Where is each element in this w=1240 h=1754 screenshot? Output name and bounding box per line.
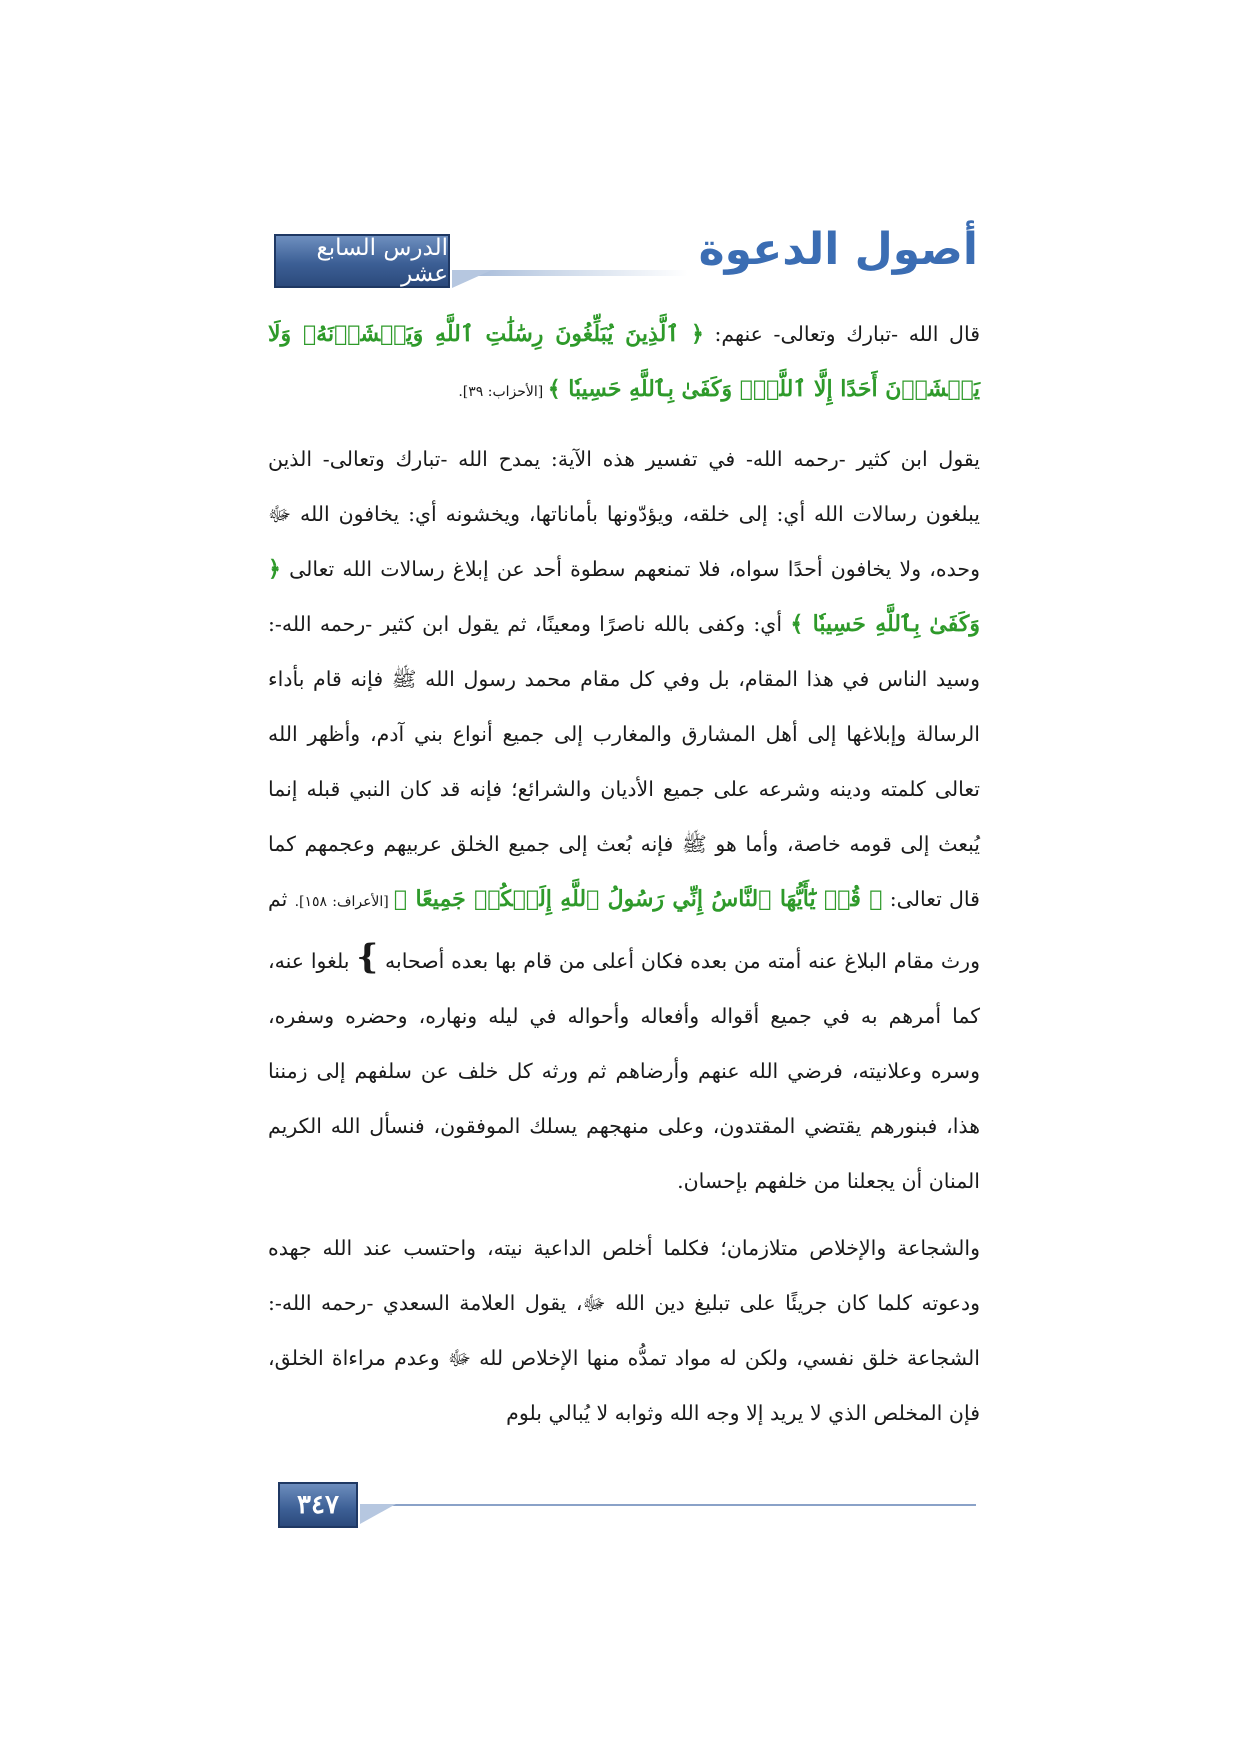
- honorific-brace: }: [356, 937, 379, 977]
- paragraph-2-text-1: يقول ابن كثير -رحمه الله- في تفسير هذه الآية: يمدح الله -تبارك وتعالى- الذين يبلغون رسالات الله أي: إلى خلقه، ويؤدّونها بأماناتها، ويخشونه أي: يخافون الله ﷻ وحده، ولا يخافون أحدًا سواه، فلا تمنعهم سطوة أحد عن إبلاغ رسالات الله تعالى: [268, 447, 980, 581]
- quran-verse-3: ﴿ قُلۡ يَٰٓأَيُّهَا ٱلنَّاسُ إِنِّي رَسُولُ ٱللَّهِ إِلَيۡكُمۡ جَمِيعًا ﴾: [393, 886, 883, 912]
- page-number: ٣٤٧: [278, 1482, 358, 1528]
- book-title: أصول الدعوة: [698, 224, 978, 275]
- paragraph-2: [268, 432, 980, 1209]
- paragraph-2-text-4: بلغوا عنه، كما أمرهم به في جميع أقواله وأفعاله وأحواله في ليله ونهاره، وحضره وسفره، وسره وعلانيته، فرضي الله عنهم وأرضاهم ثم ورثه كل خلف عن سلفهم إلى زمننا هذا، فبنورهم يقتضي المقتدون، وعلى منهجهم يسلك الموفقون، فنسأل الله الكريم المنان أن يجعلنا من خلفهم بإحسان.: [268, 949, 980, 1193]
- footer-divider: [360, 1504, 976, 1506]
- paragraph-3: والشجاعة والإخلاص متلازمان؛ فكلما أخلص الداعية نيته، واحتسب عند الله جهده ودعوته كلما كان جريئًا على تبليغ دين الله ﷻ، يقول العلامة السعدي -رحمه الله-: الشجاعة خلق نفسي، ولكن له مواد تمدُّه منها الإخلاص لله ﷻ وعدم مراءاة الخلق، فإن المخلص الذي لا يريد إلا وجه الله وثوابه لا يُبالي بلوم: [268, 1236, 981, 1425]
- verse-reference-2: [الأعراف: ١٥٨].: [294, 894, 394, 910]
- paragraph-1: [268, 307, 980, 420]
- header-divider-tail: [452, 270, 492, 288]
- paragraph-2-text-3: ثم ورث مقام البلاغ عنه أمته من بعده فكان أعلى من قام بها بعده أصحابه: [268, 887, 980, 973]
- page-body: [268, 307, 980, 1441]
- lesson-badge: الدرس السابع عشر: [274, 234, 450, 288]
- footer-divider-tail: [360, 1504, 396, 1524]
- quran-verse-2: ﴿ وَكَفَىٰ بِٱللَّهِ حَسِيبٗا ﴾: [268, 556, 980, 637]
- page-header: [270, 224, 978, 290]
- quran-verse-1: ﴿ ٱلَّذِينَ يُبَلِّغُونَ رِسَٰلَٰتِ ٱللَّهِ وَيَخۡشَوۡنَهُۥ وَلَا يَخۡشَوۡنَ أَحَدًا إِلَّا ٱللَّهَۗ وَكَفَىٰ بِٱللَّهِ حَسِيبٗا ﴾: [268, 321, 980, 402]
- page-footer: [276, 1482, 976, 1532]
- verse-reference-1: [الأحزاب: ٣٩].: [458, 384, 548, 400]
- paragraph-2-text-2: أي: وكفى بالله ناصرًا ومعينًا، ثم يقول ابن كثير -رحمه الله-: وسيد الناس في هذا المقام، بل وفي كل مقام محمد رسول الله ﷺ فإنه قام بأداء الرسالة وإبلاغها إلى أهل المشارق والمغارب إلى جميع أنواع بني آدم، وأظهر الله تعالى كلمته ودينه وشرعه على جميع الأديان والشرائع؛ فإنه قد كان النبي قبله إنما يُبعث إلى قومه خاصة، وأما هو ﷺ فإنه بُعث إلى جميع الخلق عربيهم وعجمهم كما قال تعالى:: [268, 612, 980, 911]
- paragraph-1-intro: قال الله -تبارك وتعالى- عنهم:: [703, 322, 980, 346]
